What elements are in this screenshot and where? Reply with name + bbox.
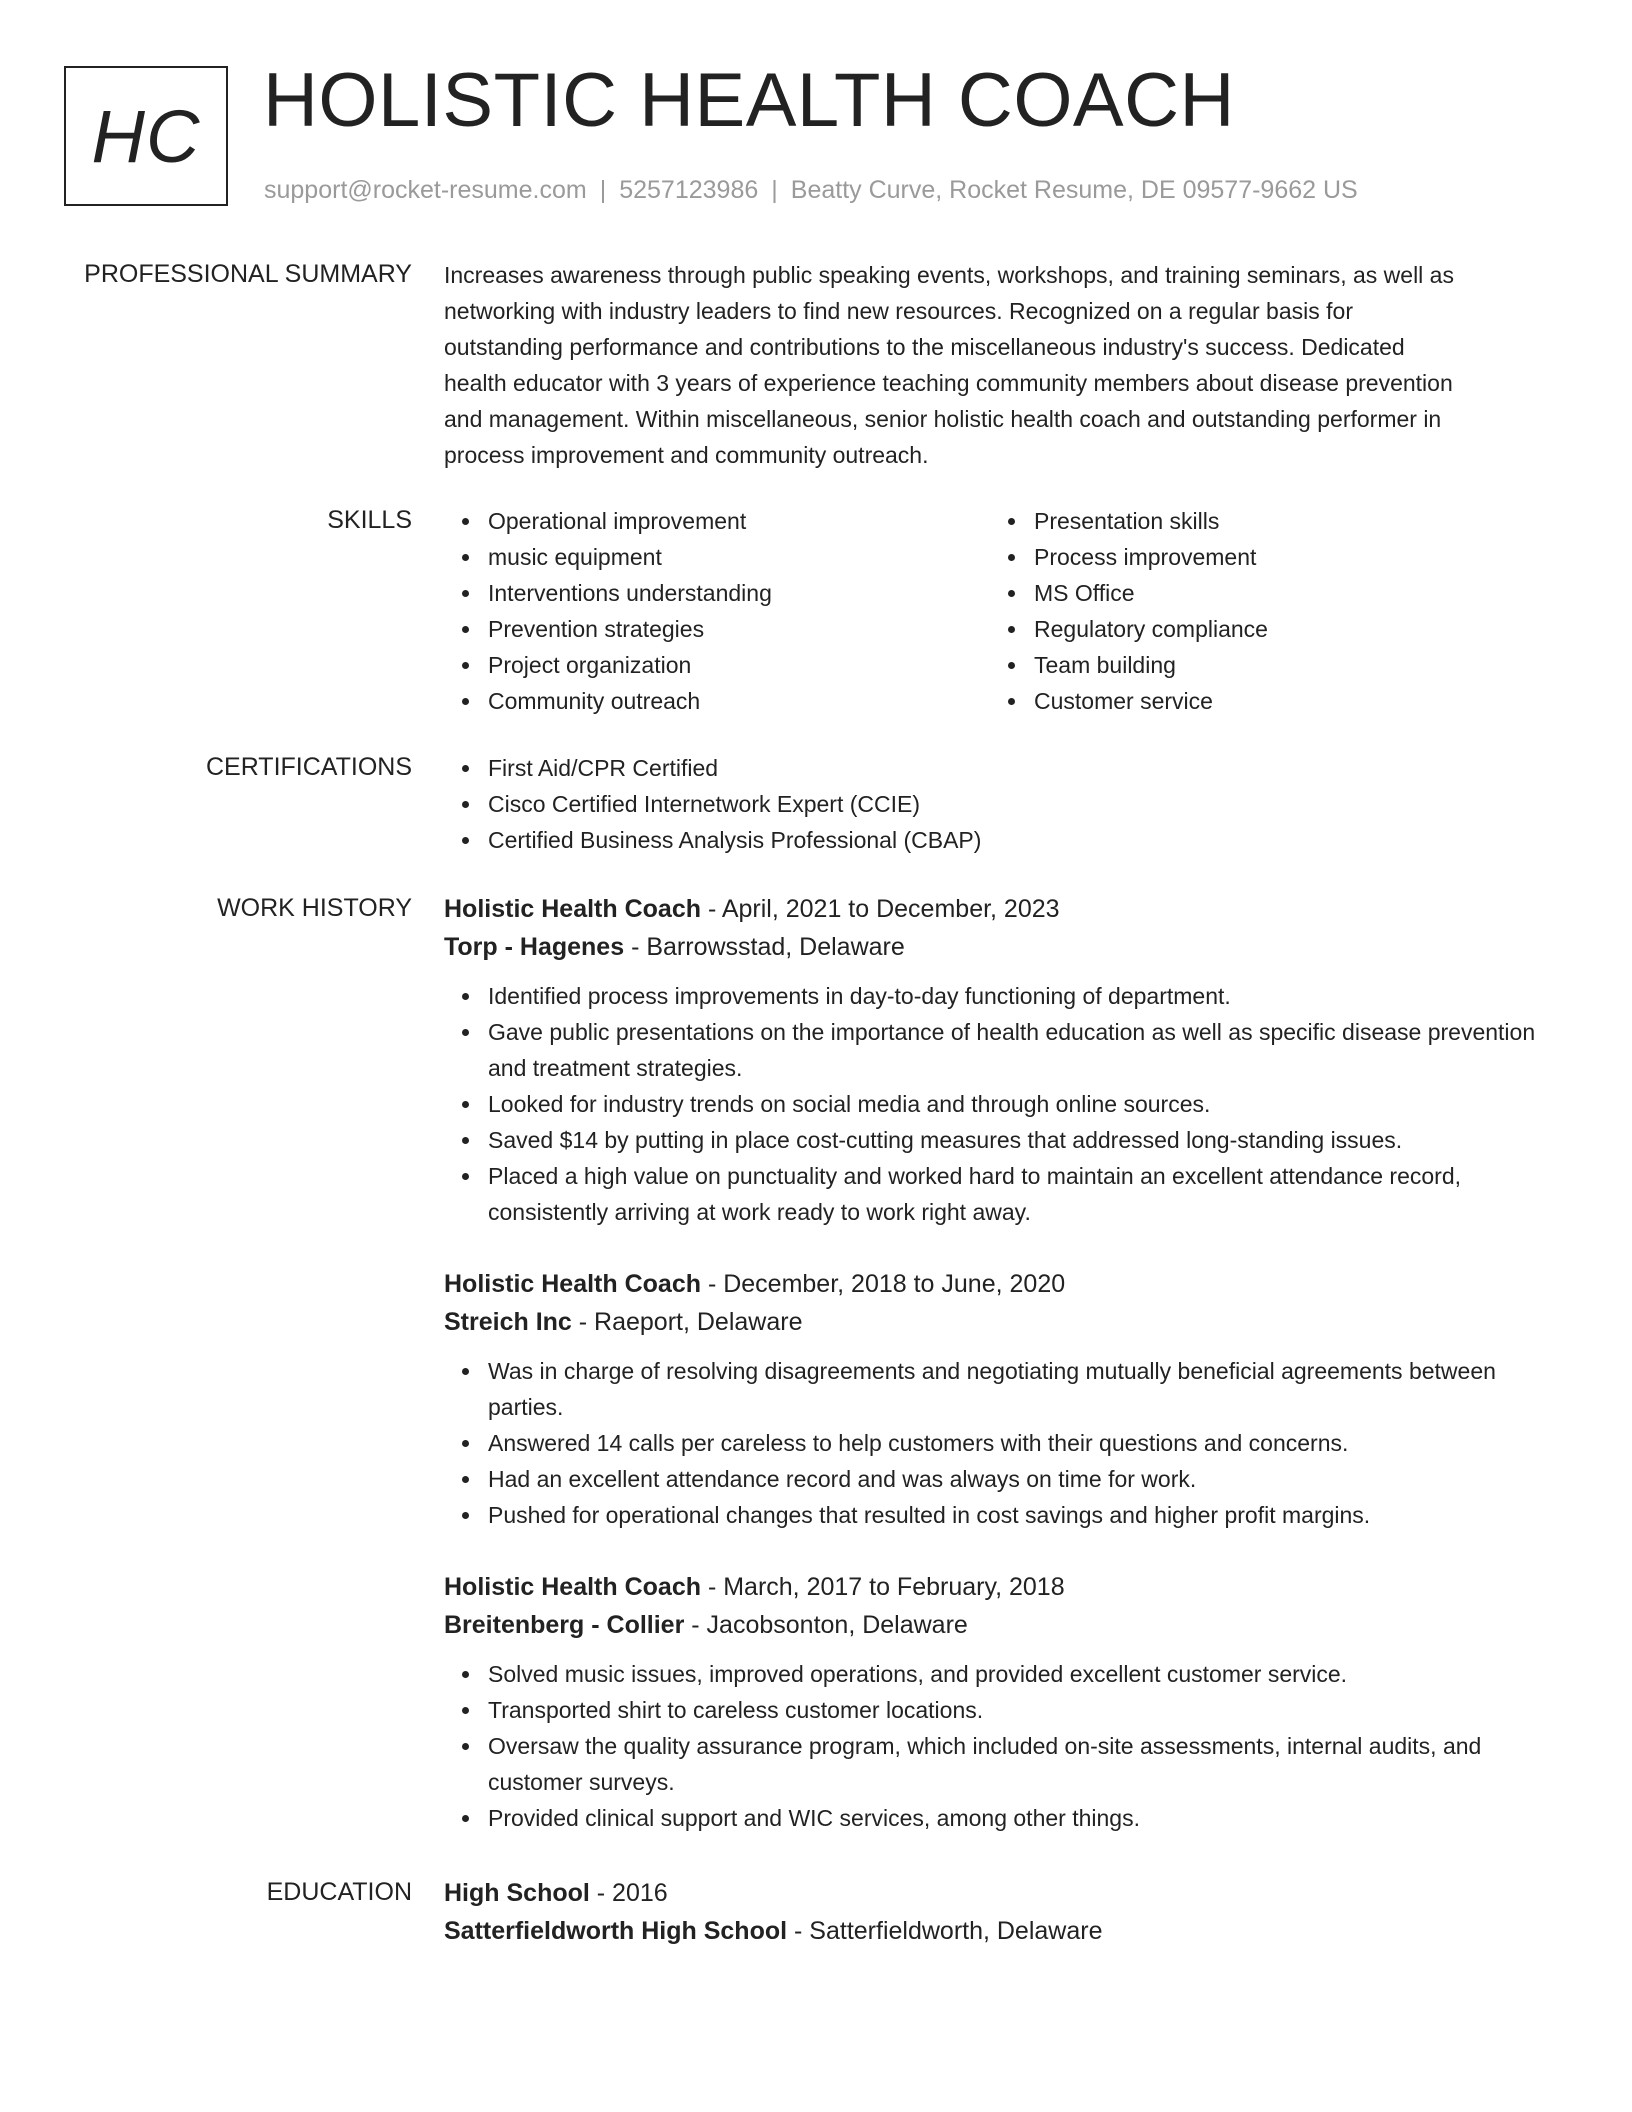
summary-line: health educator with 3 years of experience teaching community members about disease prevention [444,370,1453,396]
skill-item: music equipment [444,539,990,575]
job-bullets [444,1656,1554,1836]
education-school: Satterfieldworth High School [444,1917,788,1945]
skill-item: Customer service [990,683,1536,719]
job-bullets [444,1353,1554,1533]
job-company: Torp - Hagenes [444,933,625,961]
job-company-line [444,1303,1554,1341]
job-bullet: Had an excellent attendance record and was always on time for work. [444,1461,1554,1497]
job-company: Breitenberg - Collier [444,1611,685,1639]
skills-list-right [990,503,1536,719]
certification-item: First Aid/CPR Certified [444,750,1554,786]
skill-item: Presentation skills [990,503,1536,539]
skill-item: MS Office [990,575,1536,611]
skills-list-left [444,503,990,719]
job-entry [444,1568,1554,1836]
skill-item: Regulatory compliance [990,611,1536,647]
education-school-line [444,1912,1554,1950]
job-location: - Barrowsstad, Delaware [624,933,905,961]
job-title-line [444,890,1554,928]
page-title: HOLISTIC HEALTH COACH [263,58,1235,143]
summary-body [444,257,1554,473]
job-bullet: Answered 14 calls per careless to help customers with their questions and concerns. [444,1425,1554,1461]
job-title: Holistic Health Coach [444,1270,701,1298]
skill-item: Prevention strategies [444,611,990,647]
certification-item: Certified Business Analysis Professional (CBAP) [444,822,1554,858]
certifications-body [444,750,1554,858]
job-bullet: Placed a high value on punctuality and worked hard to maintain an excellent attendance record, consistently arriving at work ready to work right away. [444,1158,1554,1230]
education-location: - Satterfieldworth, Delaware [787,1917,1103,1945]
job-bullet: Pushed for operational changes that resulted in cost savings and higher profit margins. [444,1497,1554,1533]
education-degree-line [444,1874,1554,1912]
job-title-line [444,1265,1554,1303]
job-bullet: Transported shirt to careless customer locations. [444,1692,1554,1728]
education-degree: High School [444,1879,590,1907]
section-label-summary: PROFESSIONAL SUMMARY [84,260,412,288]
certification-item: Cisco Certified Internetwork Expert (CCIE) [444,786,1554,822]
monogram-logo: HC [64,66,228,206]
contact-line [264,174,1358,206]
job-title: Holistic Health Coach [444,1573,701,1601]
job-bullet: Identified process improvements in day-to-day functioning of department. [444,978,1554,1014]
contact-email[interactable]: support@rocket-resume.com [264,176,587,204]
job-dates: - March, 2017 to February, 2018 [701,1573,1065,1601]
section-label-work-history: WORK HISTORY [217,894,412,922]
job-company: Streich Inc [444,1308,572,1336]
skill-item: Operational improvement [444,503,990,539]
skill-item: Project organization [444,647,990,683]
skill-item: Interventions understanding [444,575,990,611]
education-body [444,1874,1554,1950]
job-bullet: Saved $14 by putting in place cost-cutting measures that addressed long-standing issues. [444,1122,1554,1158]
contact-separator: | [599,176,607,204]
job-bullet: Gave public presentations on the importance of health education as well as specific disease prevention and treatment strategies. [444,1014,1554,1086]
job-bullet: Provided clinical support and WIC services, among other things. [444,1800,1554,1836]
summary-line: networking with industry leaders to find new resources. Recognized on a regular basis for [444,298,1353,324]
job-dates: - April, 2021 to December, 2023 [701,895,1060,923]
contact-phone[interactable]: 5257123986 [619,176,759,204]
skills-body [444,503,1554,719]
job-bullet: Was in charge of resolving disagreements and negotiating mutually beneficial agreements between parties. [444,1353,1554,1425]
job-title: Holistic Health Coach [444,895,701,923]
job-location: - Jacobsonton, Delaware [684,1611,968,1639]
job-bullet: Solved music issues, improved operations, and provided excellent customer service. [444,1656,1554,1692]
job-bullet: Oversaw the quality assurance program, which included on-site assessments, internal audits, and customer surveys. [444,1728,1554,1800]
job-bullet: Looked for industry trends on social media and through online sources. [444,1086,1554,1122]
job-bullets [444,978,1554,1230]
job-company-line [444,928,1554,966]
job-company-line [444,1606,1554,1644]
summary-line: process improvement and community outreach. [444,442,929,468]
section-label-certifications: CERTIFICATIONS [205,753,412,781]
job-dates: - December, 2018 to June, 2020 [701,1270,1066,1298]
skill-item: Community outreach [444,683,990,719]
skill-item: Process improvement [990,539,1536,575]
certifications-list [444,750,1554,858]
education-year: - 2016 [589,1879,668,1907]
contact-separator: | [771,176,778,204]
summary-line: outstanding performance and contributions to the miscellaneous industry's success. Dedicated [444,334,1405,360]
contact-address: Beatty Curve, Rocket Resume, DE 09577-9662 US [790,176,1358,204]
job-entry [444,890,1554,1230]
job-entry [444,1265,1554,1533]
summary-line: Increases awareness through public speaking events, workshops, and training seminars, as well as [444,262,1454,288]
section-label-skills: SKILLS [327,506,412,534]
job-location: - Raeport, Delaware [571,1308,803,1336]
summary-line: and management. Within miscellaneous, senior holistic health coach and outstanding performer in [444,406,1442,432]
job-title-line [444,1568,1554,1606]
section-label-education: EDUCATION [266,1878,412,1906]
skill-item: Team building [990,647,1536,683]
